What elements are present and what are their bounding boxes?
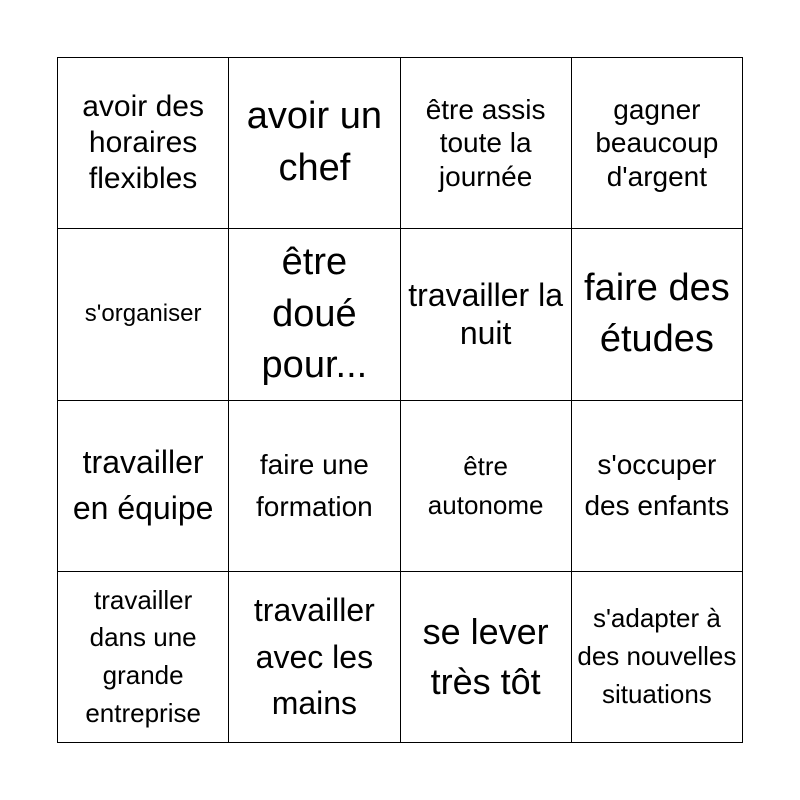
bingo-cell-label: s'organiser — [84, 299, 202, 327]
bingo-cell-2[interactable] — [229, 58, 400, 229]
bingo-cell-label: travailler avec les mains — [253, 592, 375, 722]
bingo-cell-label: gagner beaucoup d'argent — [595, 93, 719, 192]
bingo-cell-label: s'adapter à des nouvelles situations — [577, 603, 737, 709]
bingo-board — [57, 57, 743, 743]
bingo-cell-16[interactable] — [572, 572, 743, 743]
bingo-cell-label: se lever très tôt — [422, 611, 549, 702]
bingo-cell-label: travailler la nuit — [408, 276, 563, 352]
bingo-cell-label: être doué pour... — [261, 240, 368, 387]
bingo-cell-14[interactable] — [229, 572, 400, 743]
bingo-cell-label: s'occuper des enfants — [584, 449, 730, 521]
bingo-cell-label: être assis toute la journée — [425, 93, 546, 192]
bingo-cell-1[interactable] — [58, 58, 229, 229]
bingo-cell-11[interactable] — [401, 401, 572, 572]
bingo-cell-label: être autonome — [427, 450, 544, 520]
bingo-cell-9[interactable] — [58, 401, 229, 572]
bingo-cell-label: faire des études — [584, 266, 730, 361]
bingo-cell-10[interactable] — [229, 401, 400, 572]
bingo-cell-7[interactable] — [401, 229, 572, 400]
bingo-cell-label: travailler dans une grande entreprise — [85, 584, 201, 728]
bingo-cell-6[interactable] — [229, 229, 400, 400]
bingo-cell-label: avoir un chef — [246, 95, 382, 190]
bingo-cell-label: faire une formation — [256, 448, 373, 522]
bingo-cell-4[interactable] — [572, 58, 743, 229]
bingo-cell-15[interactable] — [401, 572, 572, 743]
bingo-cell-5[interactable] — [58, 229, 229, 400]
bingo-cell-13[interactable] — [58, 572, 229, 743]
bingo-cell-label: travailler en équipe — [72, 444, 214, 526]
bingo-cell-label: avoir des horaires flexibles — [82, 90, 204, 196]
bingo-cell-8[interactable] — [572, 229, 743, 400]
bingo-cell-12[interactable] — [572, 401, 743, 572]
bingo-cell-3[interactable] — [401, 58, 572, 229]
